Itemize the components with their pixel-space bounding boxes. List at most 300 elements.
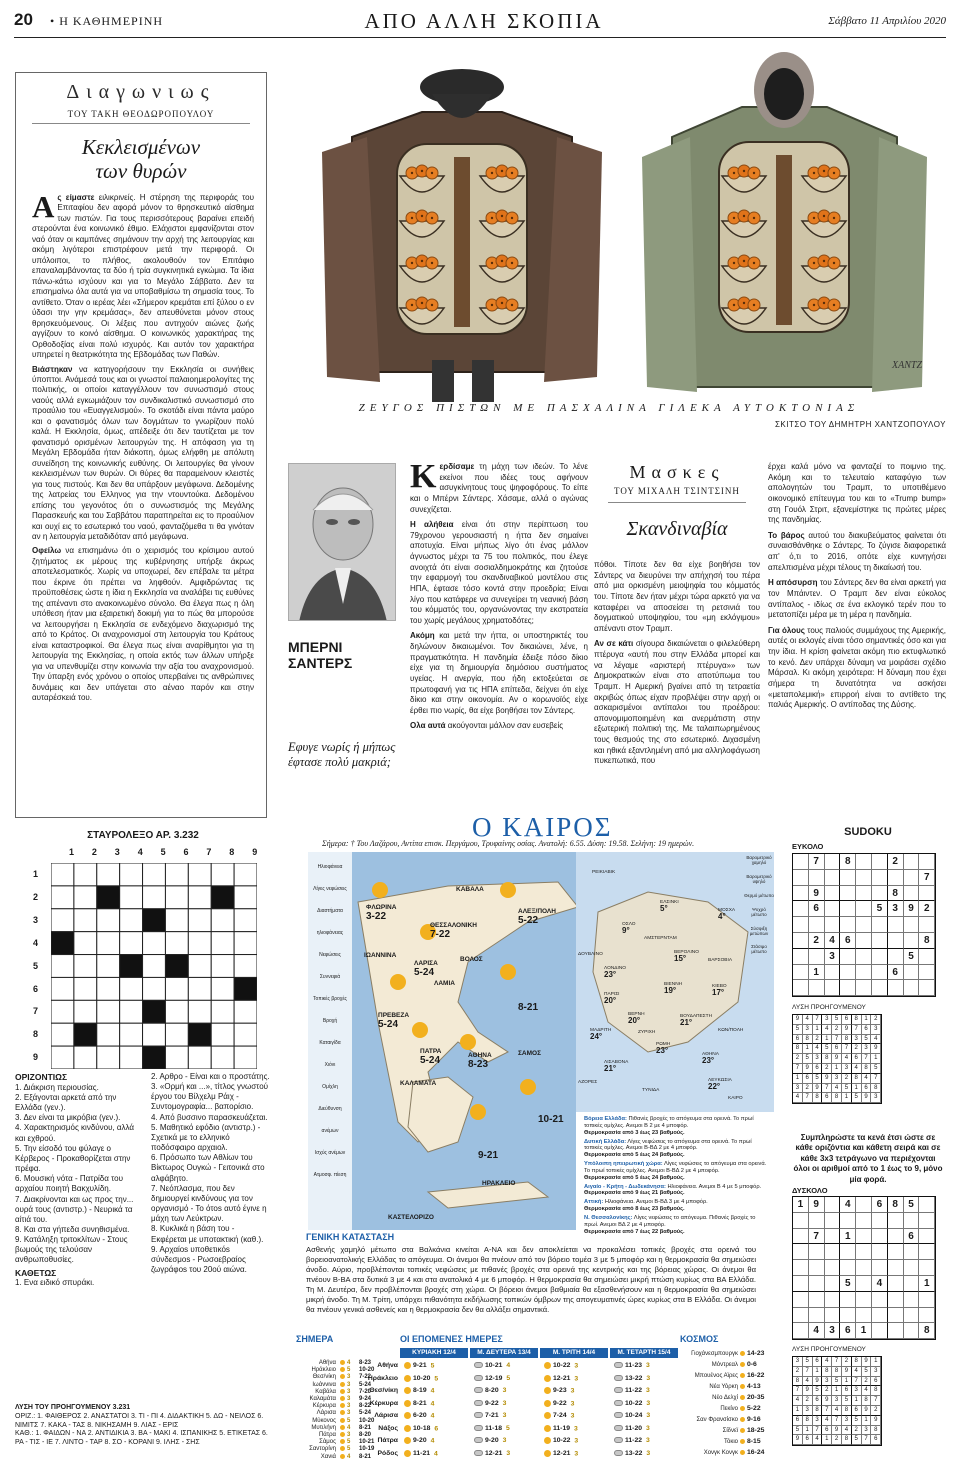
city-temperature: 3-22 — [366, 911, 387, 923]
sudoku-cell[interactable] — [919, 1308, 935, 1324]
sudoku-cell[interactable] — [809, 980, 825, 996]
sudoku-cell[interactable] — [872, 980, 888, 996]
sudoku-cell[interactable] — [856, 1244, 872, 1260]
sudoku-cell[interactable] — [825, 1276, 841, 1292]
crossword-cell[interactable] — [165, 977, 188, 1000]
crossword-cell[interactable] — [211, 909, 234, 932]
sudoku-cell[interactable] — [809, 1260, 825, 1276]
crossword-cell[interactable] — [188, 863, 211, 886]
sudoku-cell[interactable] — [840, 1308, 856, 1324]
city-name: Μυτιλήνη — [311, 1424, 336, 1431]
wind-force: 3 — [347, 1396, 351, 1403]
sudoku-cell[interactable] — [856, 1229, 872, 1245]
crossword-cell[interactable] — [74, 1000, 97, 1023]
sudoku-cell[interactable] — [856, 965, 872, 981]
sudoku-cell[interactable] — [904, 1276, 920, 1292]
region-name: Αιγαίο - Κρήτη - Δωδεκάνησα: — [584, 1183, 666, 1190]
divider — [608, 502, 746, 503]
sudoku-cell[interactable] — [856, 1213, 872, 1229]
sudoku-given: 9 — [862, 1093, 872, 1103]
crossword-cell[interactable] — [51, 977, 74, 1000]
inset-city-name: ΜΟΣΧΑ — [718, 908, 736, 913]
crossword-cell[interactable] — [211, 1046, 234, 1069]
crossword-cell[interactable] — [143, 863, 166, 886]
regional-forecasts — [584, 1116, 770, 1238]
inset-city-temperature: 20° — [628, 1016, 641, 1026]
sudoku-given: 2 — [813, 1035, 823, 1045]
temperature-range: 8-21 — [359, 1453, 372, 1460]
world-row — [680, 1372, 776, 1379]
sudoku-cell[interactable] — [888, 1229, 904, 1245]
sudoku-easy-grid[interactable] — [792, 853, 936, 997]
sudoku-cell[interactable] — [904, 1308, 920, 1324]
crossword-cell[interactable] — [234, 1046, 257, 1069]
sudoku-given: 5 — [803, 1054, 813, 1064]
crossword-cell[interactable] — [74, 1046, 97, 1069]
inset-city-temperature: 21° — [604, 1064, 617, 1074]
sudoku-cell[interactable] — [872, 1244, 888, 1260]
sudoku-cell[interactable] — [793, 1244, 809, 1260]
region-forecast — [584, 1199, 770, 1213]
sudoku-cell[interactable] — [904, 1213, 920, 1229]
sudoku-cell[interactable] — [856, 1292, 872, 1308]
crossword-cell[interactable] — [51, 1023, 74, 1046]
forecast-cell — [614, 1450, 650, 1457]
crossword-cell[interactable] — [51, 955, 74, 978]
sudoku-cell[interactable] — [825, 1308, 841, 1324]
crossword-cell[interactable] — [211, 977, 234, 1000]
crossword-cell[interactable] — [234, 886, 257, 909]
sudoku-cell[interactable] — [825, 980, 841, 996]
weather-panel — [294, 812, 778, 1460]
crossword-cell[interactable] — [97, 863, 120, 886]
crossword-cell[interactable] — [188, 932, 211, 955]
day-header: Μ. ΤΡΙΤΗ 14/4 — [540, 1348, 608, 1358]
down-list — [151, 1072, 271, 1275]
crossword-cell[interactable] — [74, 909, 97, 932]
sudoku-cell[interactable] — [872, 1323, 888, 1339]
sudoku-given: 9 — [809, 886, 825, 902]
sudoku-given: 8 — [822, 1367, 832, 1377]
inset-city-name: ΜΑΔΡΙΤΗ — [590, 1028, 612, 1033]
crossword-cell[interactable] — [188, 977, 211, 1000]
city-name: ΑΛΕΞ/ΠΟΛΗ — [518, 908, 556, 915]
sudoku-cell[interactable] — [793, 1292, 809, 1308]
forecast-cell — [404, 1387, 434, 1394]
sudoku-given: 8 — [852, 1074, 862, 1084]
sudoku-given: 7 — [832, 1416, 842, 1426]
sudoku-cell[interactable] — [793, 854, 809, 870]
crossword-cell[interactable] — [120, 1023, 143, 1046]
sun-icon — [740, 1406, 745, 1411]
sudoku-cell[interactable] — [872, 886, 888, 902]
crossword-cell[interactable] — [143, 955, 166, 978]
temperature-range: 20-35 — [747, 1394, 765, 1401]
sudoku-cell[interactable] — [825, 1292, 841, 1308]
sudoku-cell[interactable] — [809, 917, 825, 933]
sudoku-cell[interactable] — [888, 1292, 904, 1308]
crossword-cell[interactable] — [234, 1000, 257, 1023]
city-name: ΛΑΡΙΣΑ — [414, 960, 438, 967]
sudoku-cell[interactable] — [919, 1292, 935, 1308]
crossword-cell[interactable] — [74, 977, 97, 1000]
temperature-range: 10-20 — [359, 1417, 375, 1424]
inset-city-name: ΠΑΡΙΣΙ — [604, 992, 620, 997]
crossword-cell[interactable] — [97, 932, 120, 955]
crossword-cell[interactable] — [188, 909, 211, 932]
sudoku-given: 2 — [888, 854, 904, 870]
sudoku-cell[interactable] — [872, 933, 888, 949]
sudoku-cell[interactable] — [856, 980, 872, 996]
crossword-cell[interactable] — [234, 932, 257, 955]
sudoku-cell[interactable] — [793, 1213, 809, 1229]
crossword-cell[interactable] — [51, 886, 74, 909]
sudoku-cell[interactable] — [919, 1244, 935, 1260]
crossword-cell[interactable] — [51, 909, 74, 932]
map-city — [388, 1214, 434, 1221]
sudoku-cell[interactable] — [872, 1292, 888, 1308]
crossword-cell[interactable] — [143, 1023, 166, 1046]
crossword-cell[interactable] — [165, 1000, 188, 1023]
sudoku-cell[interactable] — [919, 886, 935, 902]
crossword-cell[interactable] — [165, 909, 188, 932]
forecast-tables — [294, 1334, 778, 1460]
sudoku-cell[interactable] — [904, 870, 920, 886]
across-clue: 4. Χαρακτηρισμός κινδύνου, αλλά και εχθρού. — [15, 1123, 135, 1143]
sudoku-cell[interactable] — [840, 1244, 856, 1260]
crossword-cell[interactable] — [120, 1000, 143, 1023]
crossword-cell[interactable] — [97, 1000, 120, 1023]
crossword-cell[interactable] — [120, 977, 143, 1000]
crossword-cell[interactable] — [143, 886, 166, 909]
sudoku-cell[interactable] — [840, 886, 856, 902]
sudoku-cell[interactable] — [809, 1276, 825, 1292]
sudoku-title: SUDOKU — [844, 826, 892, 838]
sudoku-given: 1 — [842, 1377, 852, 1387]
sudoku-cell[interactable] — [840, 901, 856, 917]
sudoku-cell[interactable] — [872, 1229, 888, 1245]
sudoku-cell[interactable] — [856, 949, 872, 965]
sudoku-cell[interactable] — [872, 965, 888, 981]
sudoku-cell[interactable] — [809, 949, 825, 965]
sudoku-cell[interactable] — [888, 1276, 904, 1292]
sudoku-cell[interactable] — [840, 1260, 856, 1276]
sudoku-cell[interactable] — [825, 901, 841, 917]
crossword-cell[interactable] — [211, 955, 234, 978]
crossword-cell[interactable] — [165, 1046, 188, 1069]
sudoku-cell[interactable] — [793, 949, 809, 965]
sudoku-cell[interactable] — [825, 1213, 841, 1229]
crossword-cell[interactable] — [211, 1023, 234, 1046]
crossword-cell[interactable] — [165, 863, 188, 886]
crossword-cell[interactable] — [143, 977, 166, 1000]
paragraph-text: σίγουρα δικαιώνεται ο φιλελεύθερη πτέρυγα «αυτή που στην Ελλάδα μπορεί και να λέγαμε «αριστερή πτέρυγα»» των Δημοκρατικών είναι στο αποτύπωμα του Τραμπ. Η Αμερική βγαίνει από τη τετραετία ακριβώς όπως είχαν προβλέψει στην αρχή οι ασκαρισμένοι αντίπαλοι του προέδρου: απονομιμοποιημένη και ανερμάτιστη στην εξωτερική πολιτική της. Με ταλαιπωρημένους τους θεσμούς της στο εσωτερικό. Διχασμένη και ηθικά εξαντλημένη από μια αλληλοφάγωση πυκεπωτικά, που — [594, 639, 760, 766]
crossword-cell[interactable] — [51, 1000, 74, 1023]
sudoku-given: 3 — [832, 1396, 842, 1406]
sudoku-hard-grid[interactable] — [792, 1196, 936, 1340]
crossword-panel — [15, 830, 271, 1450]
sudoku-cell[interactable] — [793, 1323, 809, 1339]
temperature-range: 0-6 — [747, 1361, 757, 1368]
forecast-cell — [474, 1387, 506, 1394]
crossword-cell[interactable] — [143, 932, 166, 955]
sudoku-cell[interactable] — [793, 1308, 809, 1324]
sudoku-cell[interactable] — [888, 870, 904, 886]
sudoku-given: 8 — [842, 1035, 852, 1045]
sudoku-cell[interactable] — [904, 1260, 920, 1276]
sudoku-cell[interactable] — [904, 917, 920, 933]
sudoku-cell[interactable] — [809, 1244, 825, 1260]
crossword-cell[interactable] — [97, 955, 120, 978]
sudoku-cell[interactable] — [856, 854, 872, 870]
sudoku-cell[interactable] — [856, 886, 872, 902]
sudoku-cell[interactable] — [872, 917, 888, 933]
name-line-2: ΣΑΝΤΕΡΣ — [288, 654, 353, 671]
sudoku-cell[interactable] — [825, 886, 841, 902]
sudoku-cell[interactable] — [872, 870, 888, 886]
cloud-icon — [474, 1375, 483, 1381]
sudoku-cell[interactable] — [840, 980, 856, 996]
sudoku-given: 5 — [871, 1064, 881, 1074]
temperature-range: 10-21 — [359, 1439, 375, 1446]
sun-icon — [544, 1437, 551, 1444]
sudoku-cell[interactable] — [793, 980, 809, 996]
sudoku-cell[interactable] — [793, 870, 809, 886]
sudoku-cell[interactable] — [904, 933, 920, 949]
world-city-name: Σίδνεϊ — [722, 1428, 738, 1434]
crossword-cell[interactable] — [120, 1046, 143, 1069]
sudoku-cell[interactable] — [856, 901, 872, 917]
crossword-cell[interactable] — [234, 1023, 257, 1046]
sun-icon — [740, 1395, 745, 1400]
sudoku-cell[interactable] — [888, 1323, 904, 1339]
crossword-cell[interactable] — [120, 909, 143, 932]
column-number: 3 — [114, 847, 120, 857]
crossword-cell[interactable] — [188, 955, 211, 978]
forecast-cell — [404, 1425, 438, 1432]
sudoku-cell[interactable] — [872, 1308, 888, 1324]
sudoku-cell[interactable] — [888, 1308, 904, 1324]
sudoku-cell[interactable] — [825, 1260, 841, 1276]
sun-icon — [544, 1375, 551, 1382]
temperature-range: 7-21 — [485, 1412, 499, 1419]
sudoku-cell[interactable] — [809, 1213, 825, 1229]
sudoku-cell[interactable] — [793, 901, 809, 917]
sudoku-given: 7 — [813, 1015, 823, 1025]
sudoku-cell[interactable] — [856, 1197, 872, 1213]
crossword-cell[interactable] — [165, 886, 188, 909]
inset-city-temperature: 19° — [664, 986, 677, 996]
sudoku-cell[interactable] — [856, 917, 872, 933]
sudoku-cell[interactable] — [793, 1276, 809, 1292]
sun-icon — [544, 1412, 551, 1419]
crossword-grid[interactable] — [51, 863, 257, 1069]
crossword-cell[interactable] — [211, 932, 234, 955]
sudoku-given: 9 — [832, 1426, 842, 1436]
crossword-cell[interactable] — [74, 886, 97, 909]
sudoku-given: 5 — [842, 1396, 852, 1406]
sun-icon — [740, 1450, 745, 1455]
column-number: 7 — [206, 847, 212, 857]
world-row — [680, 1361, 776, 1368]
sudoku-cell[interactable] — [919, 1213, 935, 1229]
world-city-name: Μόντρεαλ — [711, 1362, 738, 1368]
crossword-cell[interactable] — [188, 1000, 211, 1023]
crossword-cell[interactable] — [120, 863, 143, 886]
sudoku-cell[interactable] — [840, 870, 856, 886]
sudoku-given: 9 — [809, 1197, 825, 1213]
forecast-cell — [544, 1450, 578, 1457]
sun-icon — [404, 1400, 411, 1407]
sudoku-cell[interactable] — [856, 1276, 872, 1292]
sudoku-cell[interactable] — [904, 965, 920, 981]
sudoku-given: 7 — [832, 1035, 842, 1045]
sudoku-cell[interactable] — [919, 965, 935, 981]
sudoku-given: 4 — [840, 1197, 856, 1213]
crossword-cell[interactable] — [211, 1000, 234, 1023]
sudoku-cell[interactable] — [793, 1229, 809, 1245]
crossword-cell[interactable] — [165, 1023, 188, 1046]
sudoku-cell[interactable] — [840, 1292, 856, 1308]
sudoku-given: 4 — [842, 1054, 852, 1064]
crossword-cell[interactable] — [234, 863, 257, 886]
sudoku-cell[interactable] — [825, 1229, 841, 1245]
crossword-cell[interactable] — [97, 1023, 120, 1046]
wind-force: 3 — [347, 1374, 351, 1381]
sudoku-cell[interactable] — [888, 1260, 904, 1276]
sudoku-cell[interactable] — [919, 917, 935, 933]
sudoku-cell[interactable] — [793, 965, 809, 981]
sudoku-cell[interactable] — [919, 1197, 935, 1213]
sudoku-cell[interactable] — [793, 886, 809, 902]
sudoku-cell[interactable] — [793, 917, 809, 933]
sudoku-cell[interactable] — [825, 965, 841, 981]
sudoku-given: 3 — [793, 1084, 803, 1094]
crossword-cell[interactable] — [120, 932, 143, 955]
sudoku-cell[interactable] — [904, 854, 920, 870]
wind-force: 3 — [646, 1374, 651, 1382]
sudoku-cell[interactable] — [872, 949, 888, 965]
crossword-cell[interactable] — [234, 909, 257, 932]
wind-force: 3 — [570, 1412, 575, 1420]
map-city — [482, 1180, 515, 1187]
sudoku-cell[interactable] — [888, 980, 904, 996]
sudoku-given: 2 — [842, 1074, 852, 1084]
sudoku-cell[interactable] — [872, 1260, 888, 1276]
sudoku-cell[interactable] — [825, 1244, 841, 1260]
sudoku-given: 1 — [813, 1367, 823, 1377]
crossword-black-cell — [143, 1000, 166, 1023]
crossword-cell[interactable] — [51, 1046, 74, 1069]
sudoku-cell[interactable] — [888, 949, 904, 965]
inset-city-name: ΑΜΣΤΕΡΝΤΑΜ — [644, 936, 677, 941]
crossword-cell[interactable] — [234, 955, 257, 978]
sudoku-cell[interactable] — [825, 917, 841, 933]
forecast-cell — [614, 1425, 650, 1432]
sudoku-given: 8 — [888, 886, 904, 902]
sudoku-cell[interactable] — [793, 1260, 809, 1276]
region-forecast — [584, 1139, 770, 1160]
sudoku-cell[interactable] — [919, 949, 935, 965]
sudoku-cell[interactable] — [840, 917, 856, 933]
crossword-cell[interactable] — [51, 863, 74, 886]
sudoku-cell[interactable] — [840, 965, 856, 981]
crossword-cell[interactable] — [74, 932, 97, 955]
sudoku-given: 2 — [793, 1367, 803, 1377]
sudoku-cell[interactable] — [825, 870, 841, 886]
sudoku-given: 3 — [803, 1025, 813, 1035]
crossword-cell[interactable] — [74, 863, 97, 886]
sudoku-given: 6 — [852, 1054, 862, 1064]
crossword-cell[interactable] — [74, 955, 97, 978]
temperature-range: 8-23 — [359, 1360, 372, 1367]
sudoku-cell[interactable] — [825, 854, 841, 870]
crossword-cell[interactable] — [165, 932, 188, 955]
sudoku-cell[interactable] — [856, 870, 872, 886]
sudoku-cell[interactable] — [793, 933, 809, 949]
city-name: Θεσ/νίκη — [312, 1374, 336, 1381]
crossword-cell[interactable] — [97, 909, 120, 932]
crossword-cell[interactable] — [188, 886, 211, 909]
sudoku-given: 6 — [803, 1074, 813, 1084]
sudoku-cell[interactable] — [856, 1260, 872, 1276]
sudoku-cell[interactable] — [888, 933, 904, 949]
down-clue: 3. «Ορμή και ...», τίτλος γνωστού έργου του Βίλχελμ Ράιχ - Συντομογραφία... βαπορίσιο. — [151, 1082, 269, 1112]
sudoku-cell[interactable] — [904, 980, 920, 996]
sudoku-cell[interactable] — [809, 870, 825, 886]
sudoku-given: 3 — [832, 1074, 842, 1084]
sudoku-cell[interactable] — [919, 854, 935, 870]
sudoku-cell[interactable] — [809, 1308, 825, 1324]
sudoku-cell[interactable] — [904, 1323, 920, 1339]
sudoku-cell[interactable] — [904, 886, 920, 902]
sudoku-cell[interactable] — [919, 1229, 935, 1245]
wind-force: 3 — [646, 1412, 651, 1419]
sudoku-cell[interactable] — [904, 1292, 920, 1308]
sudoku-cell[interactable] — [904, 1244, 920, 1260]
sudoku-cell[interactable] — [840, 1213, 856, 1229]
sudoku-cell[interactable] — [888, 917, 904, 933]
sudoku-given: 8 — [862, 1064, 872, 1074]
paragraph — [32, 189, 255, 361]
next-city-name: Αθήνα — [377, 1362, 398, 1369]
sudoku-cell[interactable] — [840, 949, 856, 965]
paragraph-text: τους παλιούς συμμάχους της Αμερικής, αυτές οι εκλογές είναι τόσο σημαντικές όσο και για την ίδια. Η κρίση φαίνεται ακόμη πιο εκτυφλωτικό το κενό. Δεν υπάρχει δύναμη να μοιράσει σχέδιο Μάρσαλ. Κι ακόμη χειρότερα: Η δύναμη που έχει σήμερα τη δυνατότητα να ασκήσει «μεταπολεμική» επιρροή είναι το αντίθετο της παλιάς Αμερικής. Ο αντίποδας της Δύσης. — [768, 625, 947, 710]
row-number: 9 — [33, 1052, 39, 1063]
sudoku-cell[interactable] — [809, 1292, 825, 1308]
sudoku-given: 6 — [904, 1229, 920, 1245]
sudoku-given: 1 — [832, 1386, 842, 1396]
world-city-name: Νέο Δελχί — [712, 1395, 738, 1401]
crossword-cell[interactable] — [97, 1046, 120, 1069]
sudoku-cell[interactable] — [888, 1244, 904, 1260]
inset-city-name: ΔΟΥΒΛΙΝΟ — [578, 952, 603, 957]
sudoku-given: 8 — [888, 1197, 904, 1213]
sudoku-cell[interactable] — [872, 854, 888, 870]
sudoku-cell[interactable] — [872, 1213, 888, 1229]
crossword-cell[interactable] — [188, 1046, 211, 1069]
sudoku-cell[interactable] — [856, 933, 872, 949]
sudoku-cell[interactable] — [919, 980, 935, 996]
sudoku-cell[interactable] — [825, 1197, 841, 1213]
crossword-cell[interactable] — [211, 863, 234, 886]
sudoku-cell[interactable] — [919, 1260, 935, 1276]
crossword-cell[interactable] — [120, 886, 143, 909]
sudoku-cell[interactable] — [888, 1213, 904, 1229]
sudoku-cell[interactable] — [856, 1308, 872, 1324]
crossword-cell[interactable] — [97, 977, 120, 1000]
sun-icon — [544, 1425, 551, 1432]
